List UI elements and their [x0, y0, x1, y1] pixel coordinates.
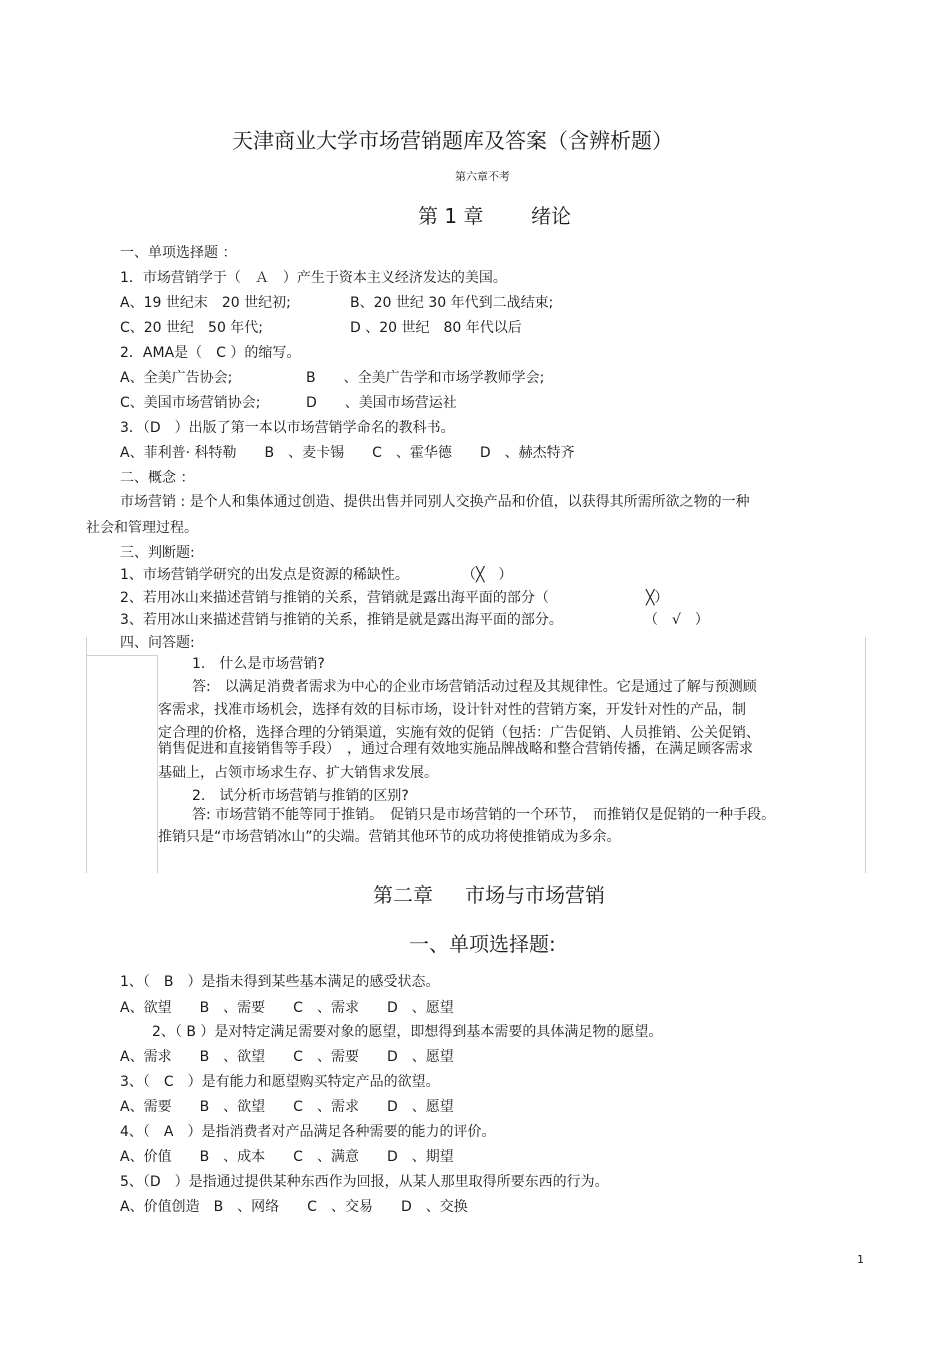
judgment-text: 2、若用冰山来描述营销与推销的关系，营销就是露出海平面的部分（: [120, 590, 549, 606]
chapter2-heading-number: 第二章: [373, 883, 433, 907]
qa-answer-line: 基础上，占领市场求生存、扩大销售求发展。: [158, 765, 438, 781]
option-text: C、美国市场营销协会;: [120, 395, 261, 411]
option-text: A、菲利普· 科特勒 B 、麦卡锡 C 、霍华德 D 、赫杰特齐: [120, 445, 575, 461]
option-text: D 、20 世纪 80 年代以后: [350, 320, 522, 336]
section-label: 四、问答题:: [120, 635, 195, 651]
judgment-answer: ╳）: [646, 590, 669, 606]
option-text: A、价值 B 、成本 C 、满意 D 、期望: [120, 1149, 454, 1165]
chapter1-heading-number: 第 1 章: [418, 204, 484, 228]
concept-text: 社会和管理过程。: [86, 520, 198, 536]
question-text: 4、（ A ）是指消费者对产品满足各种需要的能力的评价。: [120, 1124, 496, 1140]
option-text: B 、全美广告学和市场学教师学会;: [306, 370, 545, 386]
qa-answer-line: 答: 市场营销不能等同于推销。 促销只是市场营销的一个环节， 而推销仅是促销的一种手段。: [192, 807, 776, 823]
section-label: 三、判断题:: [120, 545, 195, 561]
option-text: A、全美广告协会;: [120, 370, 233, 386]
page-number: 1: [857, 1253, 864, 1266]
question-text: 1、（ B ）是指未得到某些基本满足的感受状态。: [120, 974, 440, 990]
option-text: D 、美国市场营运社: [306, 395, 457, 411]
question-text: 2．AMA是（ C ）的缩写。: [120, 345, 301, 361]
question-text: 2、（ B ）是对特定满足需要对象的愿望，即想得到基本需要的具体满足物的愿望。: [152, 1024, 663, 1040]
question-text: 3．（D ）出版了第一本以市场营销学命名的教科书。: [120, 420, 455, 436]
question-text: 3、（ C ）是有能力和愿望购买特定产品的欲望。: [120, 1074, 440, 1090]
question-text: 1．市场营销学于（ Ａ ）产生于资本主义经济发达的美国。: [120, 270, 507, 286]
question-text: 5、（D ）是指通过提供某种东西作为回报，从某人那里取得所要东西的行为。: [120, 1174, 609, 1190]
qa-question: 2. 试分析市场营销与推销的区别?: [192, 788, 409, 804]
judgment-answer: （ √ ）: [644, 612, 709, 628]
qa-answer-line: 销售促进和直接销售等手段） ，通过合理有效地实施品牌战略和整合营销传播，在满足顾客需求: [158, 741, 753, 757]
qa-answer-line: 客需求，找准市场机会，选择有效的目标市场，设计针对性的营销方案，开发针对性的产品，制: [158, 702, 746, 718]
judgment-answer: （╳ ）: [462, 567, 513, 583]
concept-text: 市场营销 : 是个人和集体通过创造、提供出售并同别人交换产品和价值，以获得其所需所欲之物的一种: [120, 494, 750, 510]
option-text: A、需要 B 、欲望 C 、需求 D 、愿望: [120, 1099, 454, 1115]
section-heading: 一、单项选择题:: [409, 932, 556, 956]
option-text: C、20 世纪 50 年代;: [120, 320, 264, 336]
chapter1-heading-name: 绪论: [531, 204, 571, 228]
option-text: A、价值创造 B 、网络 C 、交易 D 、交换: [120, 1199, 468, 1215]
option-text: A、欲望 B 、需要 C 、需求 D 、愿望: [120, 1000, 454, 1016]
option-text: A、19 世纪末 20 世纪初;: [120, 295, 291, 311]
chapter2-heading-name: 市场与市场营销: [465, 883, 605, 907]
document-title: 天津商业大学市场营销题库及答案（含辨析题）: [232, 129, 673, 153]
judgment-text: 3、若用冰山来描述营销与推销的关系，推销是就是露出海平面的部分。: [120, 612, 563, 628]
section-label: 二、概念 ：: [120, 470, 195, 486]
document-subtitle: 第六章不考: [455, 170, 510, 183]
qa-answer-line: 答: 以满足消费者需求为中心的企业市场营销活动过程及其规律性。它是通过了解与预测顾: [192, 679, 757, 695]
qa-answer-line: 定合理的价格，选择合理的分销渠道，实施有效的促销（包括：广告促销、人员推销、公关促销、: [158, 725, 760, 741]
section-label: 一、单项选择题 ：: [120, 245, 237, 261]
qa-question: 1. 什么是市场营销?: [192, 656, 325, 672]
judgment-text: 1、市场营销学研究的出发点是资源的稀缺性。: [120, 567, 409, 583]
option-text: A、需求 B 、欲望 C 、需要 D 、愿望: [120, 1049, 454, 1065]
qa-answer-line: 推销只是“市场营销冰山”的尖端。营销其他环节的成功将使推销成为多余。: [158, 829, 621, 845]
option-text: B、20 世纪 30 年代到二战结束;: [350, 295, 554, 311]
